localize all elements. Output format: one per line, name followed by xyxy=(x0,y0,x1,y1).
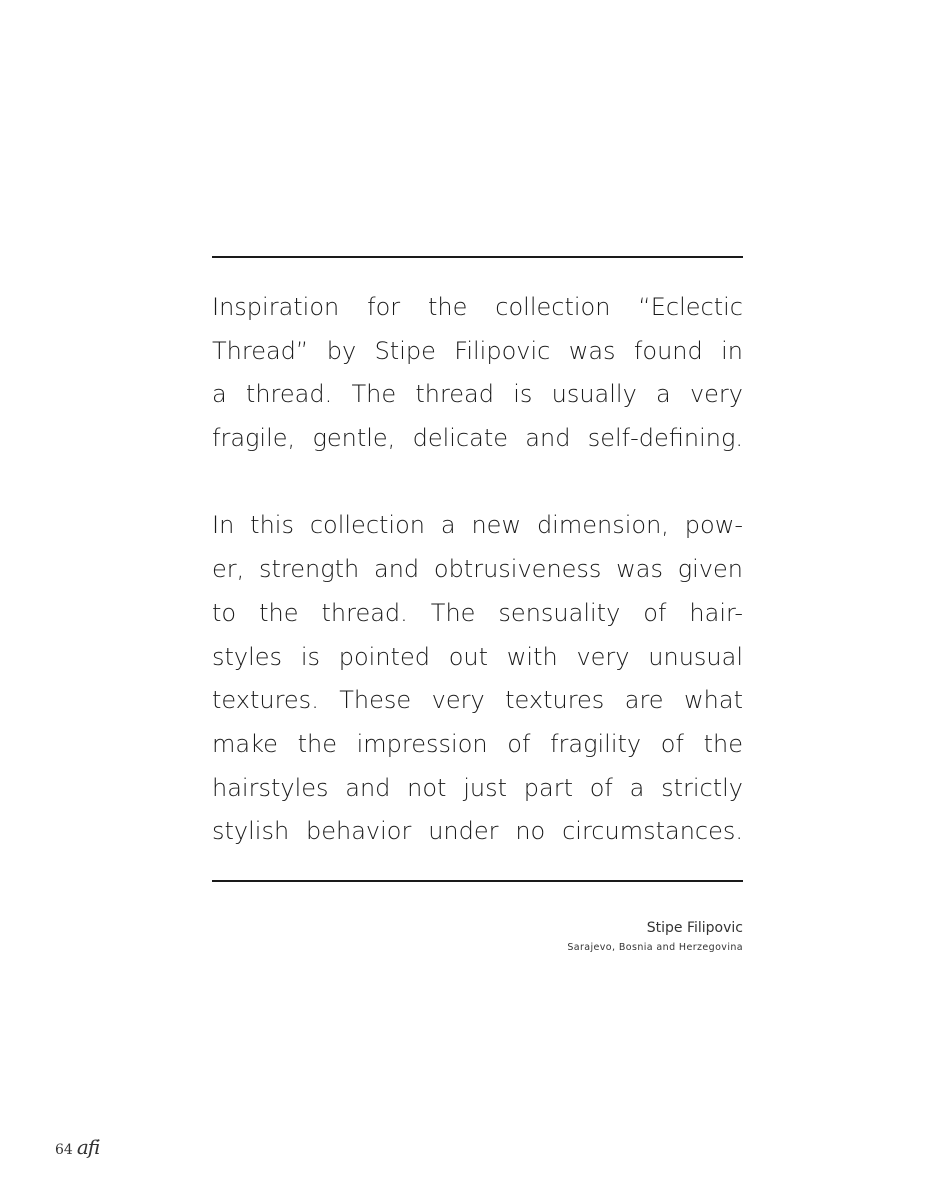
article-line: fragile, gentle, delicate and self-defining. xyxy=(212,424,743,453)
article-line: In this collection a new dimension, pow- xyxy=(212,511,743,540)
article-line: to the thread. The sensuality of hair- xyxy=(212,598,743,627)
article-line: textures. These very textures are what xyxy=(212,686,743,715)
article-line: stylish behavior under no circumstances. xyxy=(212,817,743,846)
paragraph-gap xyxy=(212,461,743,505)
article-line: styles is pointed out with very unusual xyxy=(212,642,743,671)
article-line: make the impression of fragility of the xyxy=(212,729,743,758)
article-line: er, strength and obtrusiveness was given xyxy=(212,555,743,584)
page-number: 64 xyxy=(55,1142,73,1158)
bottom-divider xyxy=(212,880,743,882)
top-divider xyxy=(212,256,743,258)
article-line: hairstyles and not just part of a strictly xyxy=(212,773,743,802)
article-body xyxy=(212,286,743,854)
article-line: a thread. The thread is usually a very xyxy=(212,380,743,409)
author-name: Stipe Filipovic xyxy=(646,920,743,936)
page-footer xyxy=(55,1135,100,1159)
article-line: Thread” by Stipe Filipovic was found in xyxy=(212,336,743,365)
article-line: Inspiration for the collection “Eclectic xyxy=(212,293,743,321)
author-location: Sarajevo, Bosnia and Herzegovina xyxy=(567,942,743,953)
afi-logo: afi xyxy=(76,1135,100,1159)
